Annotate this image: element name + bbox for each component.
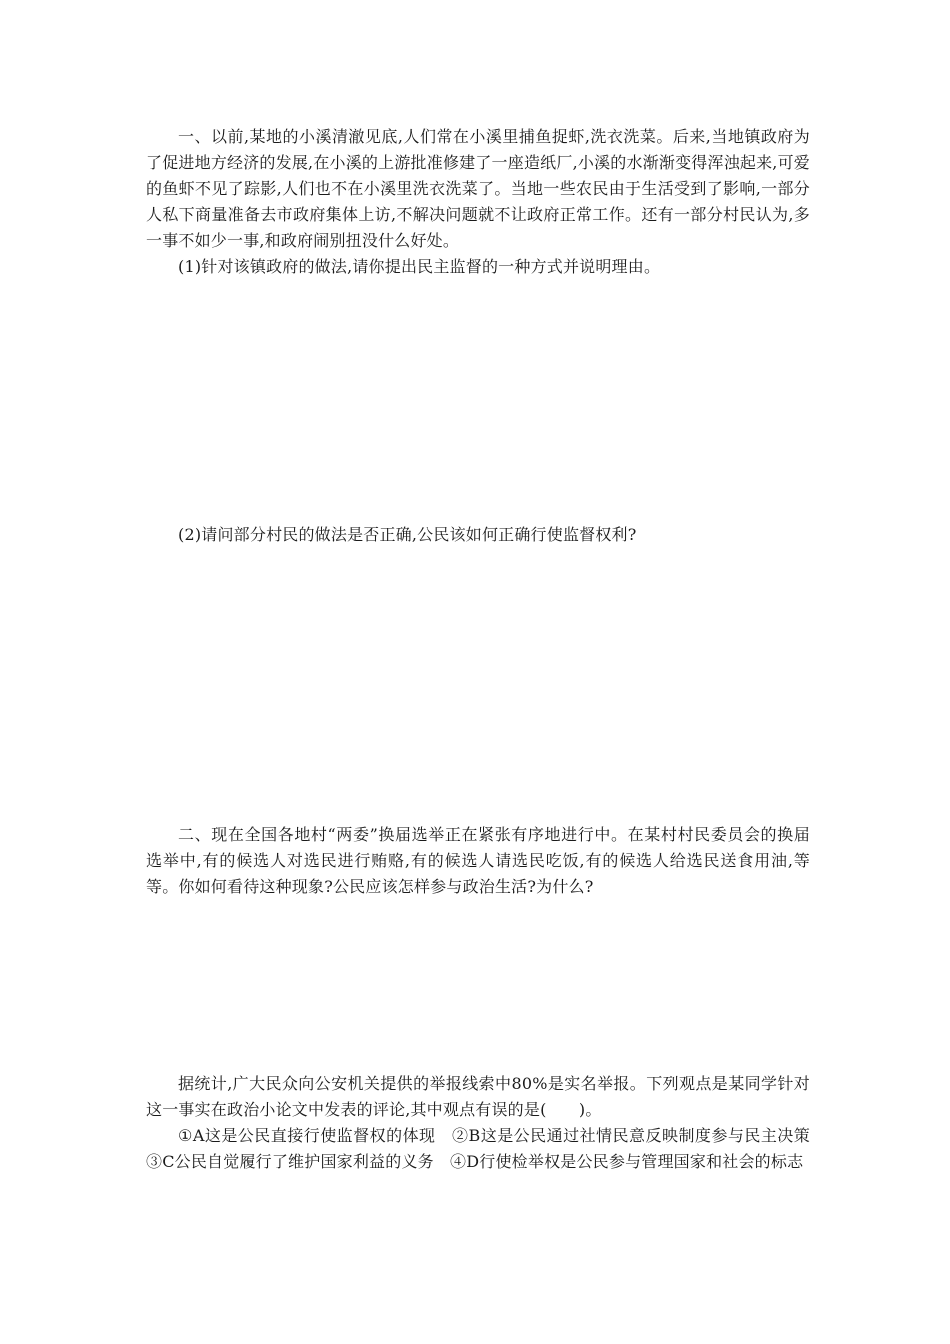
- question-3-options: ①A这是公民直接行使监督权的体现 ②B这是公民通过社情民意反映制度参与民主决策 ③C公民自觉履行了维护国家利益的义务 ④D行使检举权是公民参与管理国家和社会的标志: [146, 1126, 827, 1171]
- question-1-passage: 一、以前,某地的小溪清澈见底,人们常在小溪里捕鱼捉虾,洗衣洗菜。后来,当地镇政府为了促进地方经济的发展,在小溪的上游批准修建了一座造纸厂,小溪的水渐渐变得浑浊起来,可爱的鱼虾不见了踪影,人们也不在小溪里洗衣洗菜了。当地一些农民由于生活受到了影响,一部分人私下商量准备去市政府集体上访,不解决问题就不让政府正常工作。还有一部分村民认为,多一事不如少一事,和政府闹别扭没什么好处。: [146, 127, 810, 250]
- question-2: [146, 822, 810, 900]
- question-1-part-2: [146, 522, 810, 548]
- question-3-stem: 据统计,广大民众向公安机关提供的举报线索中80%是实名举报。下列观点是某同学针对这一事实在政治小论文中发表的评论,其中观点有误的是( )。: [146, 1074, 810, 1119]
- question-2-passage: 二、现在全国各地村“两委”换届选举正在紧张有序地进行中。在某村村民委员会的换届选举中,有的候选人对选民进行贿赂,有的候选人请选民吃饭,有的候选人给选民送食用油,等等。你如何看待这种现象?公民应该怎样参与政治生活?为什么?: [146, 825, 810, 896]
- question-1: [146, 124, 810, 280]
- question-1-sub-1: (1)针对该镇政府的做法,请你提出民主监督的一种方式并说明理由。: [178, 257, 661, 276]
- question-1-sub-2: (2)请问部分村民的做法是否正确,公民该如何正确行使监督权利?: [178, 525, 637, 544]
- question-3: [146, 1071, 827, 1175]
